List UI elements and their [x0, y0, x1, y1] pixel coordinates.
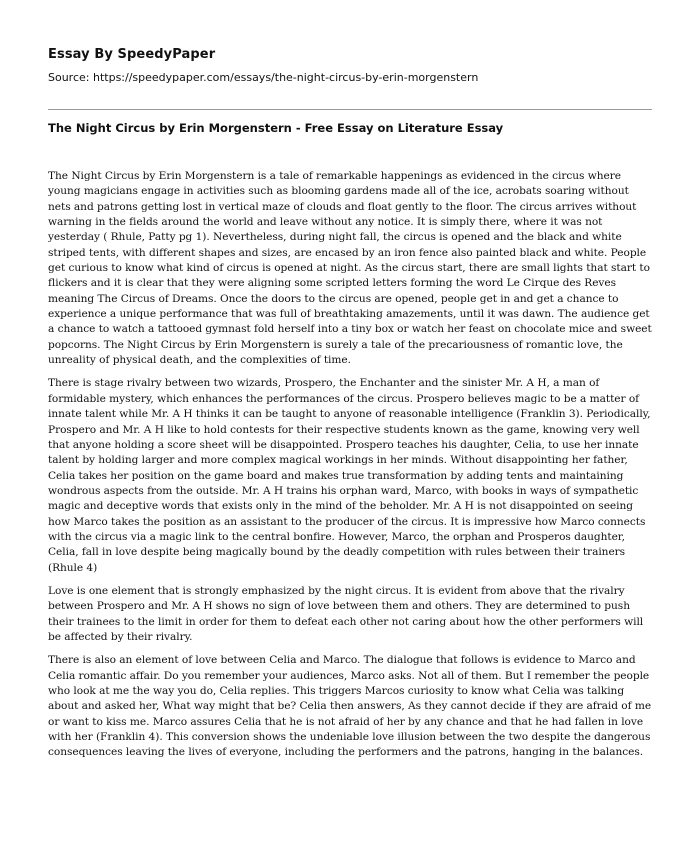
essay-body — [48, 169, 654, 769]
essay-paragraph-2: There is stage rivalry between two wizards, Prospero, the Enchanter and the sinister Mr. A H, a man of formidable mystery, which enhances the performances of the circus. Prospero believes magic to be a matter of innate talent while Mr. A H thinks it can be taught to anyone of reasonable intelligence (Franklin 3). Periodically, Prospero and Mr. A H like to hold contests for their respective students known as the game, knowing very well that anyone holding a score sheet will be disappointed. Prospero teaches his daughter, Celia, to use her innate talent by holding larger and more complex magical workings in her minds. Without disappointing her father, Celia takes her position on the game board and makes true transformation by adding tents and maintaining wondrous aspects from the outside. Mr. A H trains his orphan ward, Marco, with books in ways of sympathetic magic and deceptive words that exists only in the mind of the beholder. Mr. A H is not disappointed on seeing how Marco takes the position as an assistant to the producer of the circus. It is impressive how Marco connects with the circus via a magic link to the central bonfire. However, Marco, the orphan and Prosperos daughter, Celia, fall in love despite being magically bound by the deadly competition with rules between their trainers (Rhule 4) — [48, 377, 651, 574]
essay-title: The Night Circus by Erin Morgenstern - Free Essay on Literature Essay — [48, 121, 504, 135]
source-line: Source: https://speedypaper.com/essays/the-night-circus-by-erin-morgenstern — [48, 71, 479, 84]
header-divider — [48, 109, 652, 110]
essay-paragraph-3: Love is one element that is strongly emphasized by the night circus. It is evident from above that the rivalry between Prospero and Mr. A H shows no sign of love between them and others. They are determined to push their trainees to the limit in order for them to defeat each other not caring about how the other performers will be affected by their rivalry. — [48, 584, 644, 643]
essay-paragraph-1: The Night Circus by Erin Morgenstern is a tale of remarkable happenings as evidenced in the circus where young magicians engage in activities such as blooming gardens made all of the ice, acrobats soaring without nets and patrons getting lost in vertical maze of clouds and float gently to the floor. The circus arrives without warning in the fields around the world and leave without any notice. It is simply there, where it was not yesterday ( Rhule, Patty pg 1). Nevertheless, during night fall, the circus is opened and the black and white striped tents, with different shapes and sizes, are encased by an iron fence also painted black and white. People get curious to know what kind of circus is opened at night. As the circus start, there are small lights that start to flickers and it is clear that they were aligning some scripted letters forming the word Le Cirque des Reves meaning The Circus of Dreams. Once the doors to the circus are opened, people get in and get a chance to experience a unique performance that was full of breathtaking amazements, until it was dawn. The audience get a chance to watch a tattooed gymnast fold herself into a tiny box or watch her feast on chocolate mice and sweet popcorns. The Night Circus by Erin Morgenstern is surely a tale of the precariousness of romantic love, the unreality of physical death, and the complexities of time. — [48, 170, 652, 367]
document-brand: Essay By SpeedyPaper — [48, 47, 216, 62]
essay-paragraph-4: There is also an element of love between Celia and Marco. The dialogue that follows is evidence to Marco and Celia romantic affair. Do you remember your audiences, Marco asks. Not all of them. But I remember the people who look at me the way you do, Celia replies. This triggers Marcos curiosity to know what Celia was talking about and asked her, What way might that be? Celia then answers, As they cannot decide if they are afraid of me or want to kiss me. Marco assures Celia that he is not afraid of her by any chance and that he had fallen in love with her (Franklin 4). This conversion shows the undeniable love illusion between the two despite the dangerous consequences leaving the lives of everyone, including the performers and the patrons, hanging in the balances. — [48, 654, 652, 759]
